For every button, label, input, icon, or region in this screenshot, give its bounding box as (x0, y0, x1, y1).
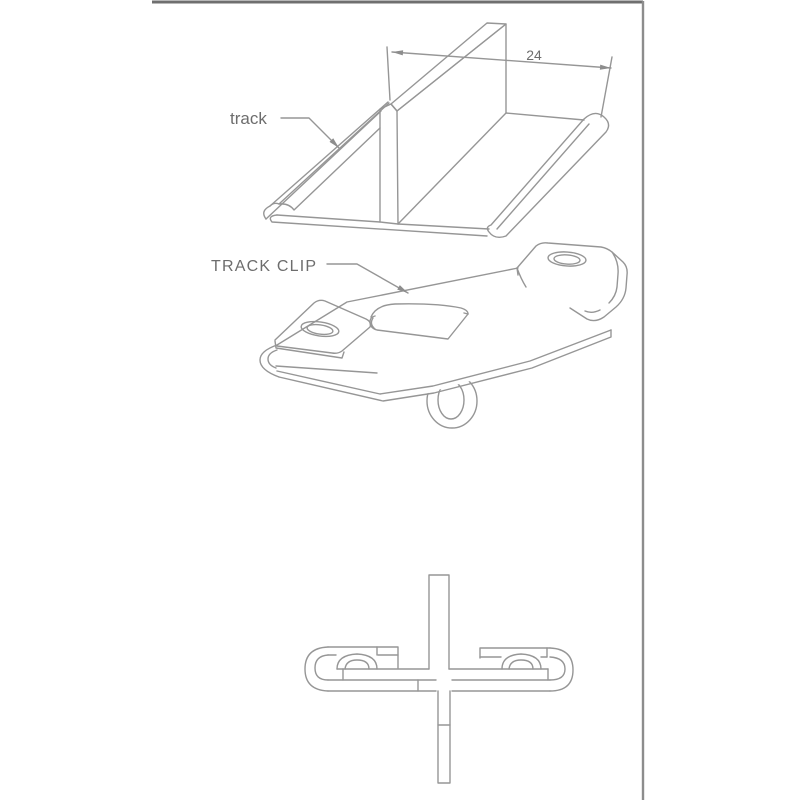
clip-central-opening (370, 304, 468, 339)
dimension-24 (387, 47, 612, 117)
track-left-lip (264, 102, 389, 219)
left-ear-hole-outer (300, 319, 340, 338)
track-right-lip (487, 113, 608, 237)
track-isometric-drawing (264, 23, 612, 237)
clip-label-leader (327, 264, 409, 295)
track-clip-label: TRACK CLIP (211, 258, 318, 275)
right-ear-hole-inner (554, 254, 581, 265)
section-view-drawing (305, 575, 573, 783)
dimension-line (392, 52, 611, 68)
track-label-leader (281, 118, 341, 150)
dimension-arrow-left-icon (392, 49, 403, 55)
section-right-lip-bump (502, 654, 541, 669)
clip-right-ear (517, 243, 627, 321)
section-track-web (429, 575, 449, 669)
section-ring-stem (438, 691, 450, 783)
dimension-extension-left (387, 47, 390, 100)
section-left-lip-bump (337, 654, 377, 669)
dimension-24-label: 24 (526, 47, 542, 63)
track-base-plate (270, 113, 584, 236)
track-label: track (230, 109, 267, 128)
section-track-flange (337, 654, 548, 680)
clip-left-ear (275, 300, 371, 358)
clip-hanging-ring (427, 374, 477, 428)
